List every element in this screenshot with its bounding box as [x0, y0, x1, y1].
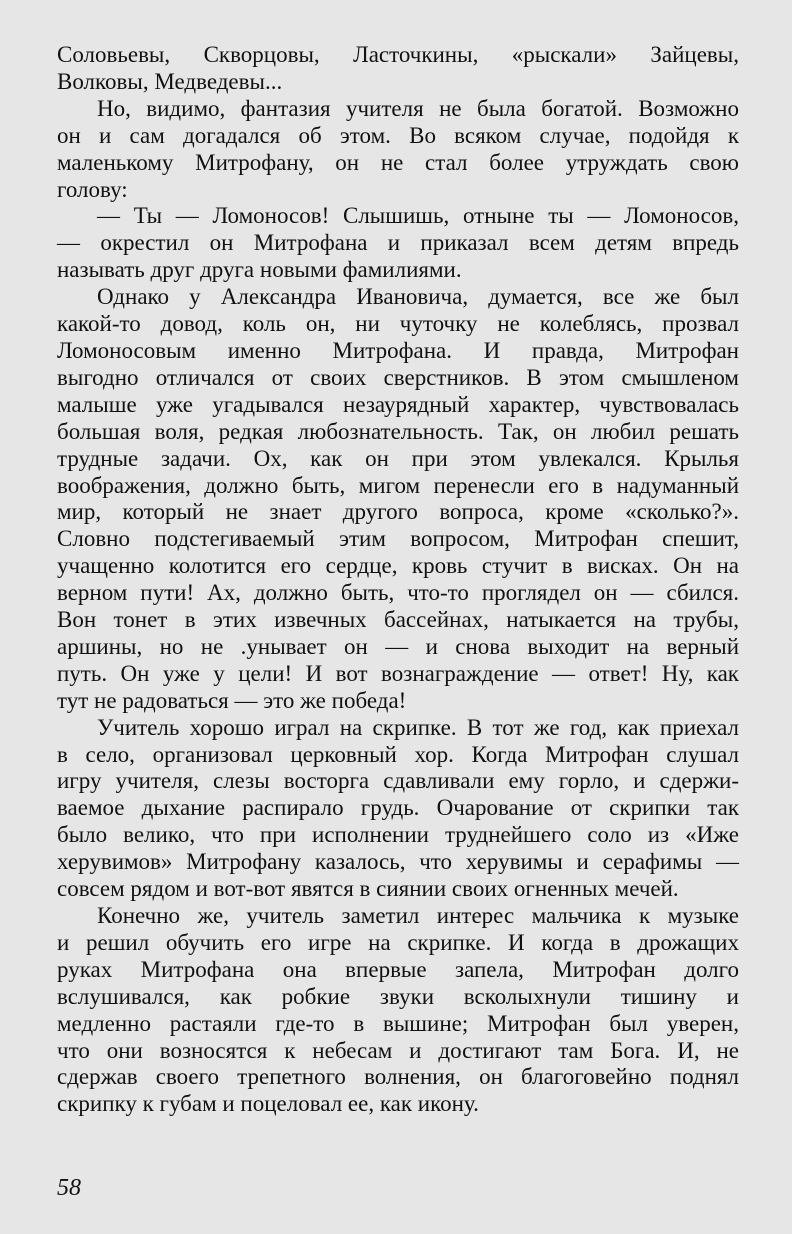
- text-line: и решил обучить его игре на скрипке. И когда в дрожащих: [57, 929, 739, 955]
- text-line: мир, который не знает другого вопроса, кроме «сколько?».: [57, 499, 739, 525]
- paragraph: [57, 903, 739, 1118]
- text-line: скрипку к губам и поцеловал ее, как икону.: [57, 1091, 479, 1117]
- page-number: 58: [57, 1175, 81, 1201]
- text-line: Вон тонет в этих извечных бассейнах, натыкается на трубы,: [57, 607, 739, 633]
- text-line: совсем рядом и вот-вот явятся в сиянии своих огненных мечей.: [57, 876, 679, 902]
- text-line: Ломоносовым именно Митрофана. И правда, Митрофан: [57, 337, 739, 363]
- paragraph: [57, 96, 739, 204]
- text-line: Словно подстегиваемый этим вопросом, Митрофан спешит,: [57, 526, 739, 552]
- text-line: голову:: [57, 176, 128, 202]
- text-line: в село, организовал церковный хор. Когда Митрофан слушал: [57, 741, 739, 767]
- text-line: учащенно колотится его сердце, кровь стучит в висках. Он на: [57, 553, 739, 579]
- text-line: малыше уже угадывался незаурядный характер, чувствовалась: [57, 391, 739, 417]
- text-line: было велико, что при исполнении труднейшего соло из «Иже: [57, 822, 739, 848]
- text-line: игру учителя, слезы восторга сдавливали ему горло, и сдержи-: [57, 768, 739, 794]
- text-line: — Ты — Ломоносов! Слышишь, отныне ты — Ломоносов,: [97, 203, 739, 229]
- text-line: маленькому Митрофану, он не стал более утруждать свою: [57, 149, 739, 175]
- text-line: что они возносятся к небесам и достигают там Бога. И, не: [57, 1037, 739, 1063]
- paragraph: [57, 284, 739, 715]
- text-line: руках Митрофана она впервые запела, Митрофан долго: [57, 956, 739, 982]
- paragraph: [57, 203, 739, 284]
- text-line: большая воля, редкая любознательность. Так, он любил решать: [57, 418, 739, 444]
- text-line: Но, видимо, фантазия учителя не была богатой. Возможно: [97, 95, 739, 121]
- text-line: Соловьевы, Скворцовы, Ласточкины, «рыскали» Зайцевы,: [57, 42, 739, 67]
- text-line: Учитель хорошо играл на скрипке. В тот же год, как приехал: [97, 714, 739, 740]
- text-line: путь. Он уже у цели! И вот вознаграждение — ответ! Ну, как: [57, 660, 739, 686]
- text-line: тут не радоваться — это же победа!: [57, 687, 407, 713]
- text-line: называть друг друга новыми фамилиями.: [57, 257, 462, 283]
- paragraph: [57, 42, 739, 96]
- text-line: Волковы, Медведевы...: [57, 68, 283, 94]
- text-line: Однако у Александра Ивановича, думается, все же был: [97, 284, 739, 310]
- text-line: ваемое дыхание распирало грудь. Очарование от скрипки так: [57, 795, 739, 821]
- text-line: Конечно же, учитель заметил интерес мальчика к музыке: [97, 903, 739, 928]
- text-line: какой-то довод, коль он, ни чуточку не колеблясь, прозвал: [57, 311, 739, 337]
- text-line: он и сам догадался об этом. Во всяком случае, подойдя к: [57, 122, 739, 148]
- text-line: сдержав своего трепетного волнения, он благоговейно поднял: [57, 1064, 739, 1090]
- text-line: медленно растаяли где-то в вышине; Митрофан был уверен,: [57, 1010, 739, 1036]
- text-line: вслушивался, как робкие звуки всколыхнули тишину и: [57, 983, 739, 1009]
- text-line: верном пути! Ах, должно быть, что-то проглядел он — сбился.: [57, 580, 739, 606]
- text-line: херувимов» Митрофану казалось, что херувимы и серафимы —: [57, 849, 739, 875]
- text-line: аршины, но не .унывает он — и снова выходит на верный: [57, 633, 739, 659]
- text-line: воображения, должно быть, мигом перенесли его в надуманный: [57, 472, 739, 498]
- text-line: трудные задачи. Ох, как он при этом увлекался. Крылья: [57, 445, 739, 471]
- text-line: выгодно отличался от своих сверстников. В этом смышленом: [57, 364, 739, 390]
- body-text: [57, 42, 739, 1118]
- text-line: — окрестил он Митрофана и приказал всем детям впредь: [57, 230, 739, 256]
- paragraph: [57, 715, 739, 903]
